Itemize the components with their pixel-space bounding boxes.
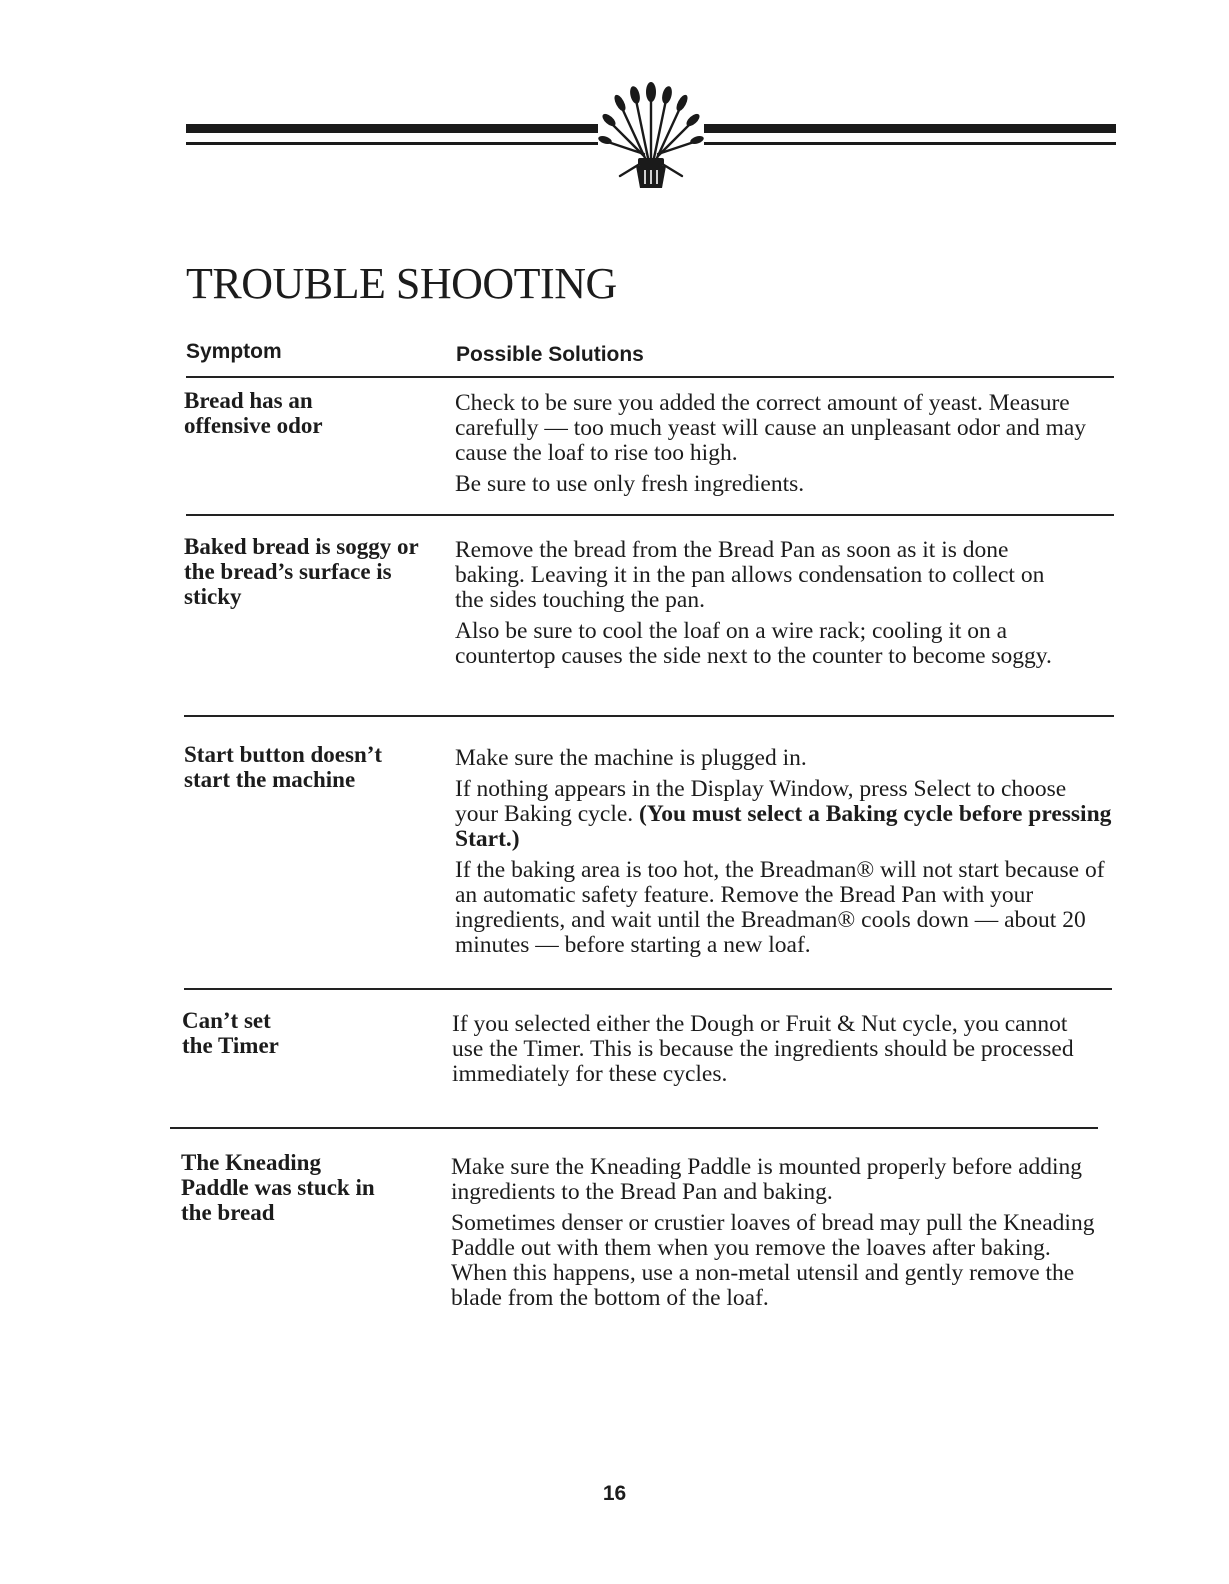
row-divider <box>186 376 1114 378</box>
column-header-symptom: Symptom <box>186 340 282 363</box>
solution-cell <box>455 746 1115 964</box>
solution-cell <box>455 391 1120 503</box>
solution-text: If you selected either the Dough or Fruit & Nut cycle, you cannot use the Timer. This is because the ingredients should be processed immediately for these cycles. <box>452 1011 1074 1087</box>
solution-text: Also be sure to cool the loaf on a wire rack; cooling it on a countertop causes the side next to the counter to become soggy. <box>455 618 1052 669</box>
symptom-cell: Can’t set the Timer <box>182 1008 279 1058</box>
symptom-cell: Baked bread is soggy or the bread’s surface is sticky <box>184 534 419 609</box>
page-number: 16 <box>602 1482 627 1505</box>
solution-cell <box>455 538 1055 675</box>
page-title: TROUBLE SHOOTING <box>186 259 617 308</box>
solution-cell <box>451 1155 1111 1317</box>
solution-cell <box>452 1012 1102 1093</box>
wheat-sheaf-icon <box>598 78 704 190</box>
solution-text: If the baking area is too hot, the Breadman® will not start because of an automatic safety feature. Remove the Bread Pan with your ingredients, and wait until the Breadman® cools down — about 20 minutes — before starting a new loaf. <box>455 857 1105 958</box>
solution-text: Remove the bread from the Bread Pan as soon as it is done baking. Leaving it in the pan allows condensation to collect on the sides touching the pan. <box>455 537 1045 613</box>
symptom-cell: Start button doesn’t start the machine <box>184 742 383 792</box>
solution-text: Make sure the Kneading Paddle is mounted properly before adding ingredients to the Bread Pan and baking. <box>451 1154 1083 1205</box>
solution-text: Check to be sure you added the correct amount of yeast. Measure carefully — too much yeast will cause an unpleasant odor and may cause the loaf to rise too high. <box>455 390 1087 466</box>
solution-text <box>455 777 1115 852</box>
solution-text: If nothing appears in the Display Window, press Select to choose your Baking cycle. <box>455 776 1067 827</box>
row-divider <box>186 514 1114 516</box>
row-divider <box>170 1127 1098 1129</box>
solution-text: Sometimes denser or crustier loaves of bread may pull the Kneading Paddle out with them when you remove the loaves after baking. When this happens, use a non-metal utensil and gently remove the blade from the bottom of the loaf. <box>451 1210 1095 1311</box>
emphasis-text: (You must select a Baking cycle before pressing Start.) <box>455 801 1112 852</box>
solution-text: Be sure to use only fresh ingredients. <box>455 471 805 497</box>
symptom-cell: The Kneading Paddle was stuck in the bread <box>181 1150 375 1225</box>
row-divider <box>184 988 1112 990</box>
column-header-solutions: Possible Solutions <box>456 343 644 366</box>
symptom-cell: Bread has an offensive odor <box>184 388 323 438</box>
row-divider <box>184 715 1114 717</box>
solution-text: Make sure the machine is plugged in. <box>455 745 807 771</box>
